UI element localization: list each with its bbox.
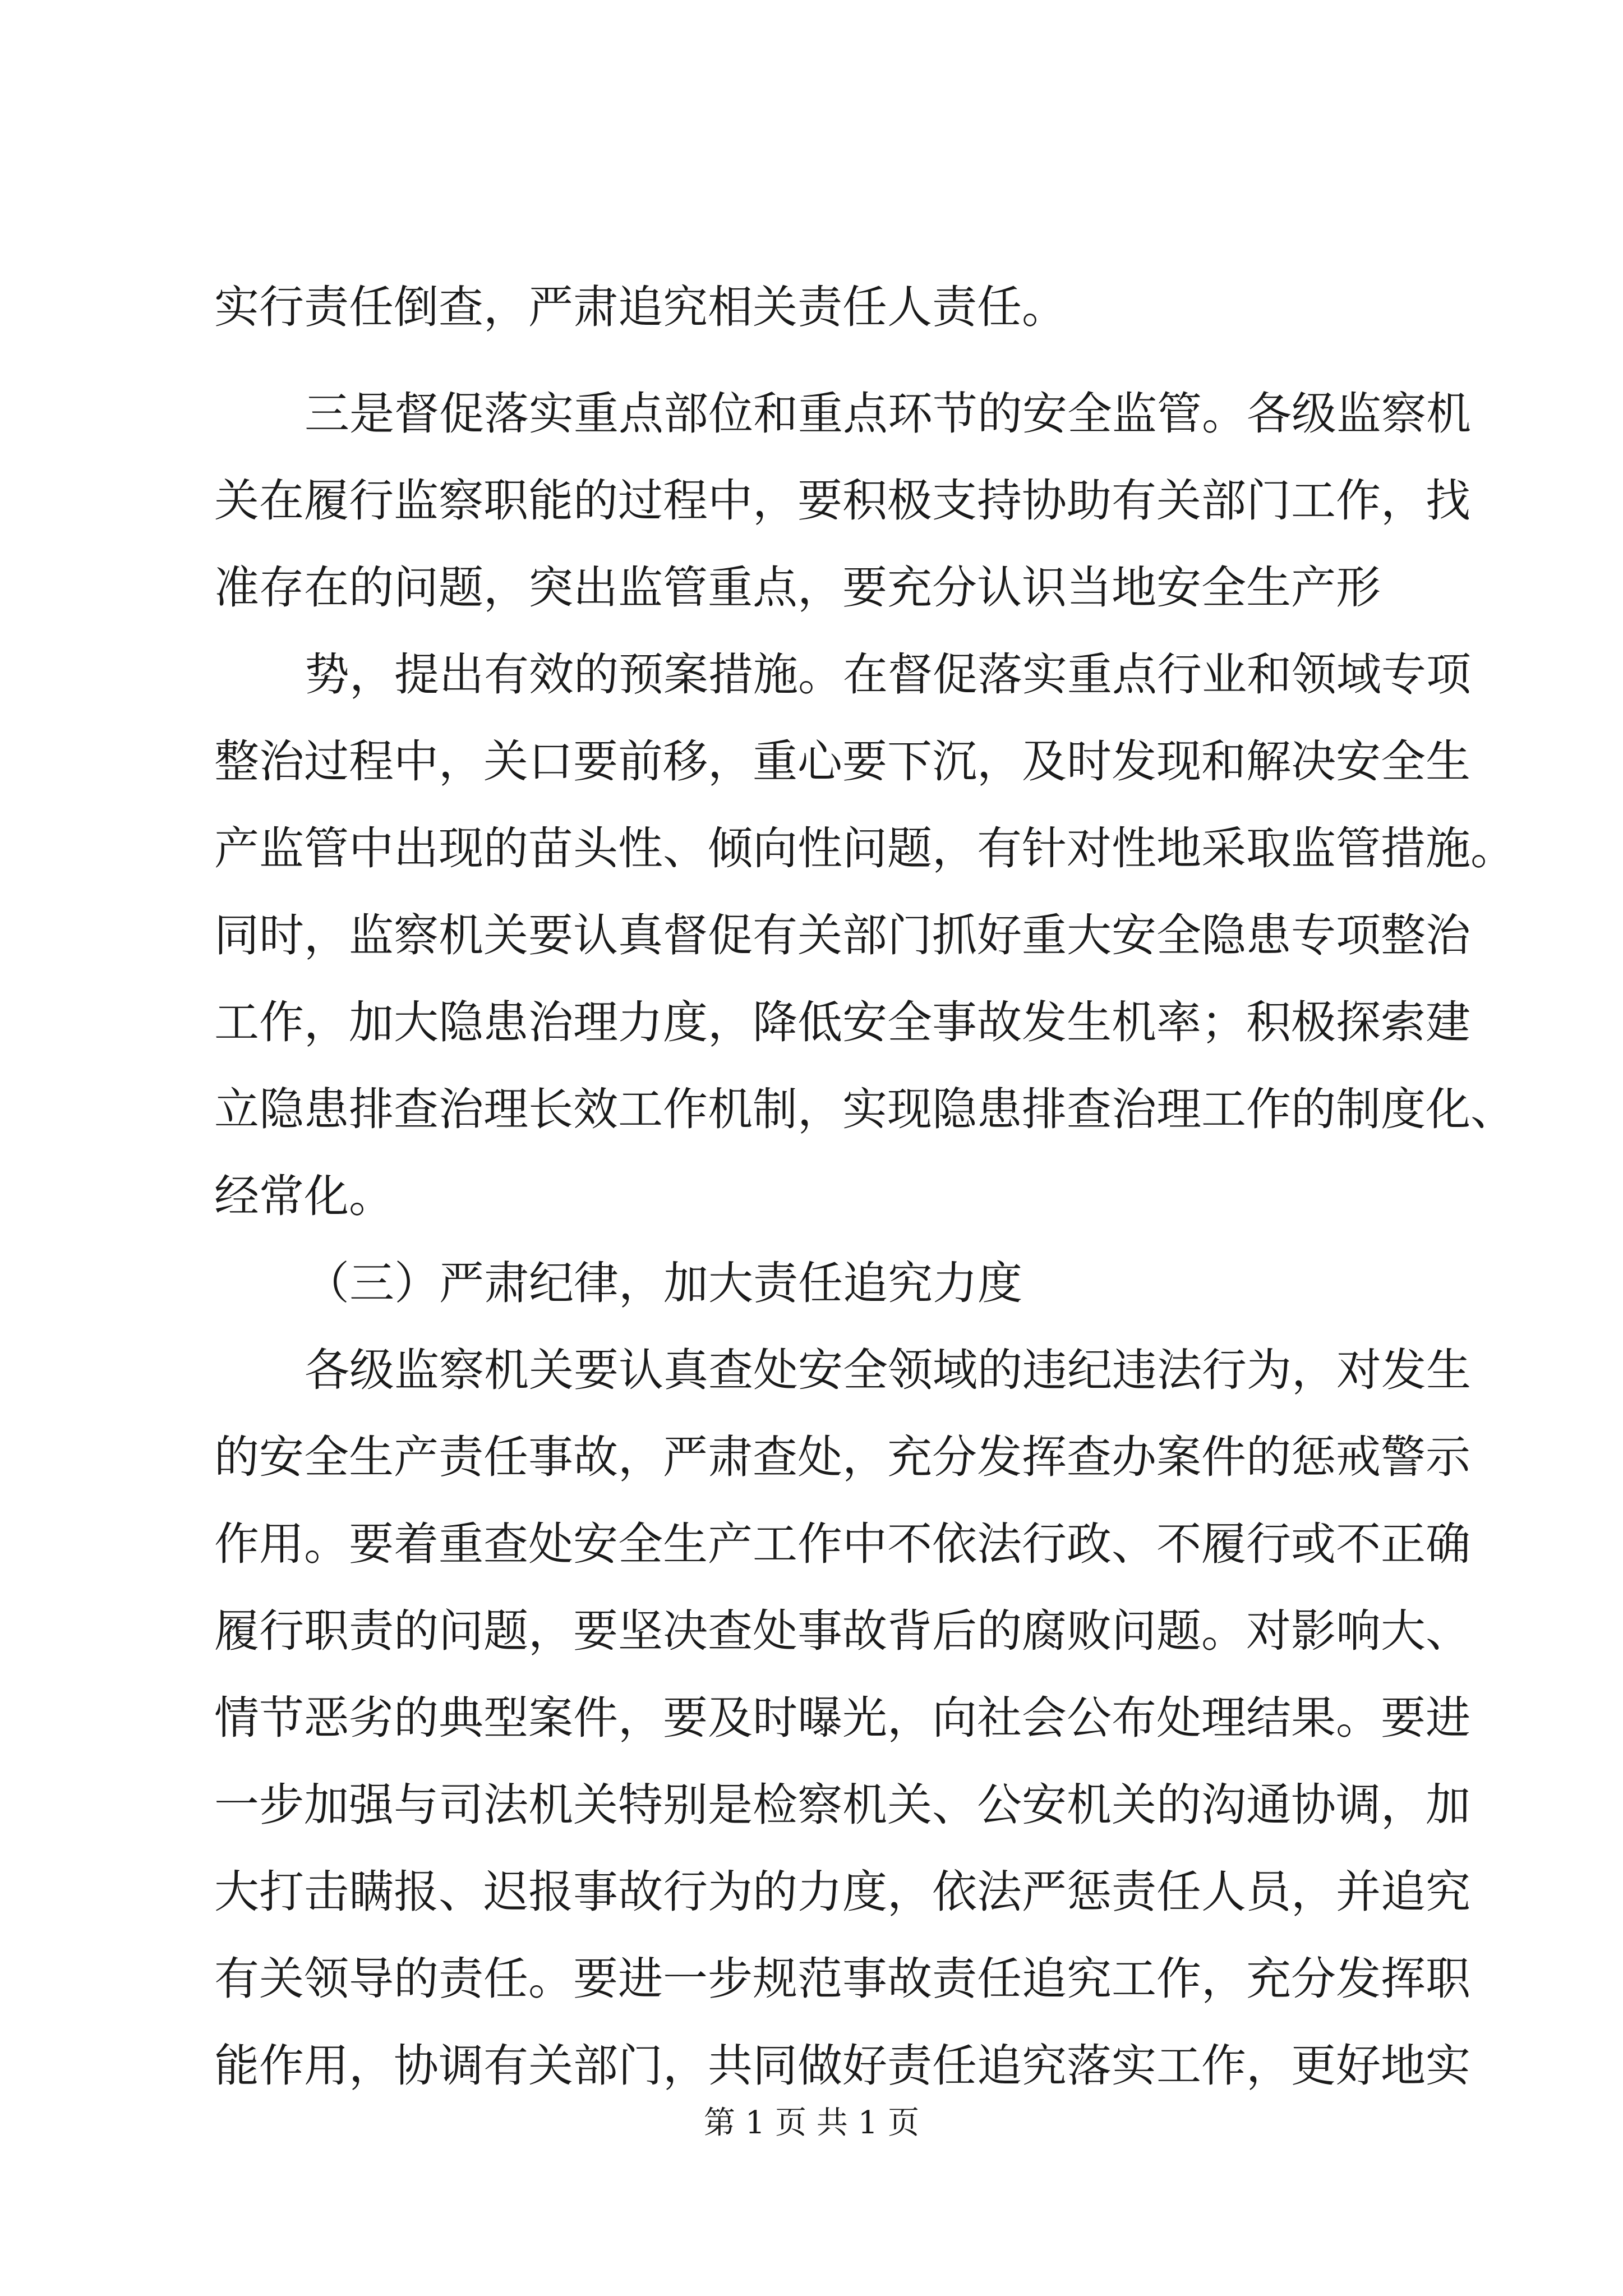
paragraph-line: 实行责任倒查，严肃追究相关责任人责任。: [214, 281, 1067, 333]
paragraph-line: 作用。要着重查处安全生产工作中不依法行政、不履行或不正确: [214, 1518, 1470, 1570]
paragraph-line: 产监管中出现的苗头性、倾向性问题，有针对性地采取监管措施。: [214, 822, 1515, 875]
paragraph-line: 一步加强与司法机关特别是检察机关、公安机关的沟通协调，加: [214, 1779, 1470, 1831]
paragraph-line: 有关领导的责任。要进一步规范事故责任追究工作，充分发挥职: [214, 1953, 1470, 2005]
paragraph-line: 履行职责的问题，要坚决查处事故背后的腐败问题。对影响大、: [214, 1605, 1470, 1657]
paragraph-line: 各级监察机关要认真查处安全领域的违纪违法行为，对发生: [305, 1344, 1471, 1396]
paragraph-line: 情节恶劣的典型案件，要及时曝光，向社会公布处理结果。要进: [214, 1692, 1470, 1744]
paragraph-line: 三是督促落实重点部位和重点环节的安全监管。各级监察机: [305, 388, 1471, 440]
paragraph-line: 整治过程中，关口要前移，重心要下沉，及时发现和解决安全生: [214, 735, 1470, 788]
paragraph-line: 同时，监察机关要认真督促有关部门抓好重大安全隐患专项整治: [214, 909, 1470, 961]
paragraph-line: 关在履行监察职能的过程中，要积极支持协助有关部门工作，找: [214, 475, 1470, 527]
paragraph-line: 势，提出有效的预案措施。在督促落实重点行业和领域专项: [305, 648, 1471, 701]
paragraph-line: 大打击瞒报、迟报事故行为的力度，依法严惩责任人员，并追究: [214, 1866, 1470, 1918]
page-footer: 第 1 页 共 1 页: [703, 2105, 920, 2141]
paragraph-line: 的安全生产责任事故，严肃查处，充分发挥查办案件的惩戒警示: [214, 1431, 1470, 1483]
paragraph-line: 工作，加大隐患治理力度，降低安全事故发生机率；积极探索建: [214, 996, 1470, 1048]
paragraph-line: 准存在的问题，突出监管重点，要充分认识当地安全生产形: [214, 562, 1381, 614]
section-heading: （三）严肃纪律，加大责任追究力度: [305, 1257, 1022, 1309]
paragraph-line: 经常化。: [214, 1170, 394, 1222]
paragraph-line: 立隐患排查治理长效工作机制，实现隐患排查治理工作的制度化、: [214, 1083, 1515, 1135]
paragraph-line: 能作用，协调有关部门，共同做好责任追究落实工作，更好地实: [214, 2040, 1470, 2092]
